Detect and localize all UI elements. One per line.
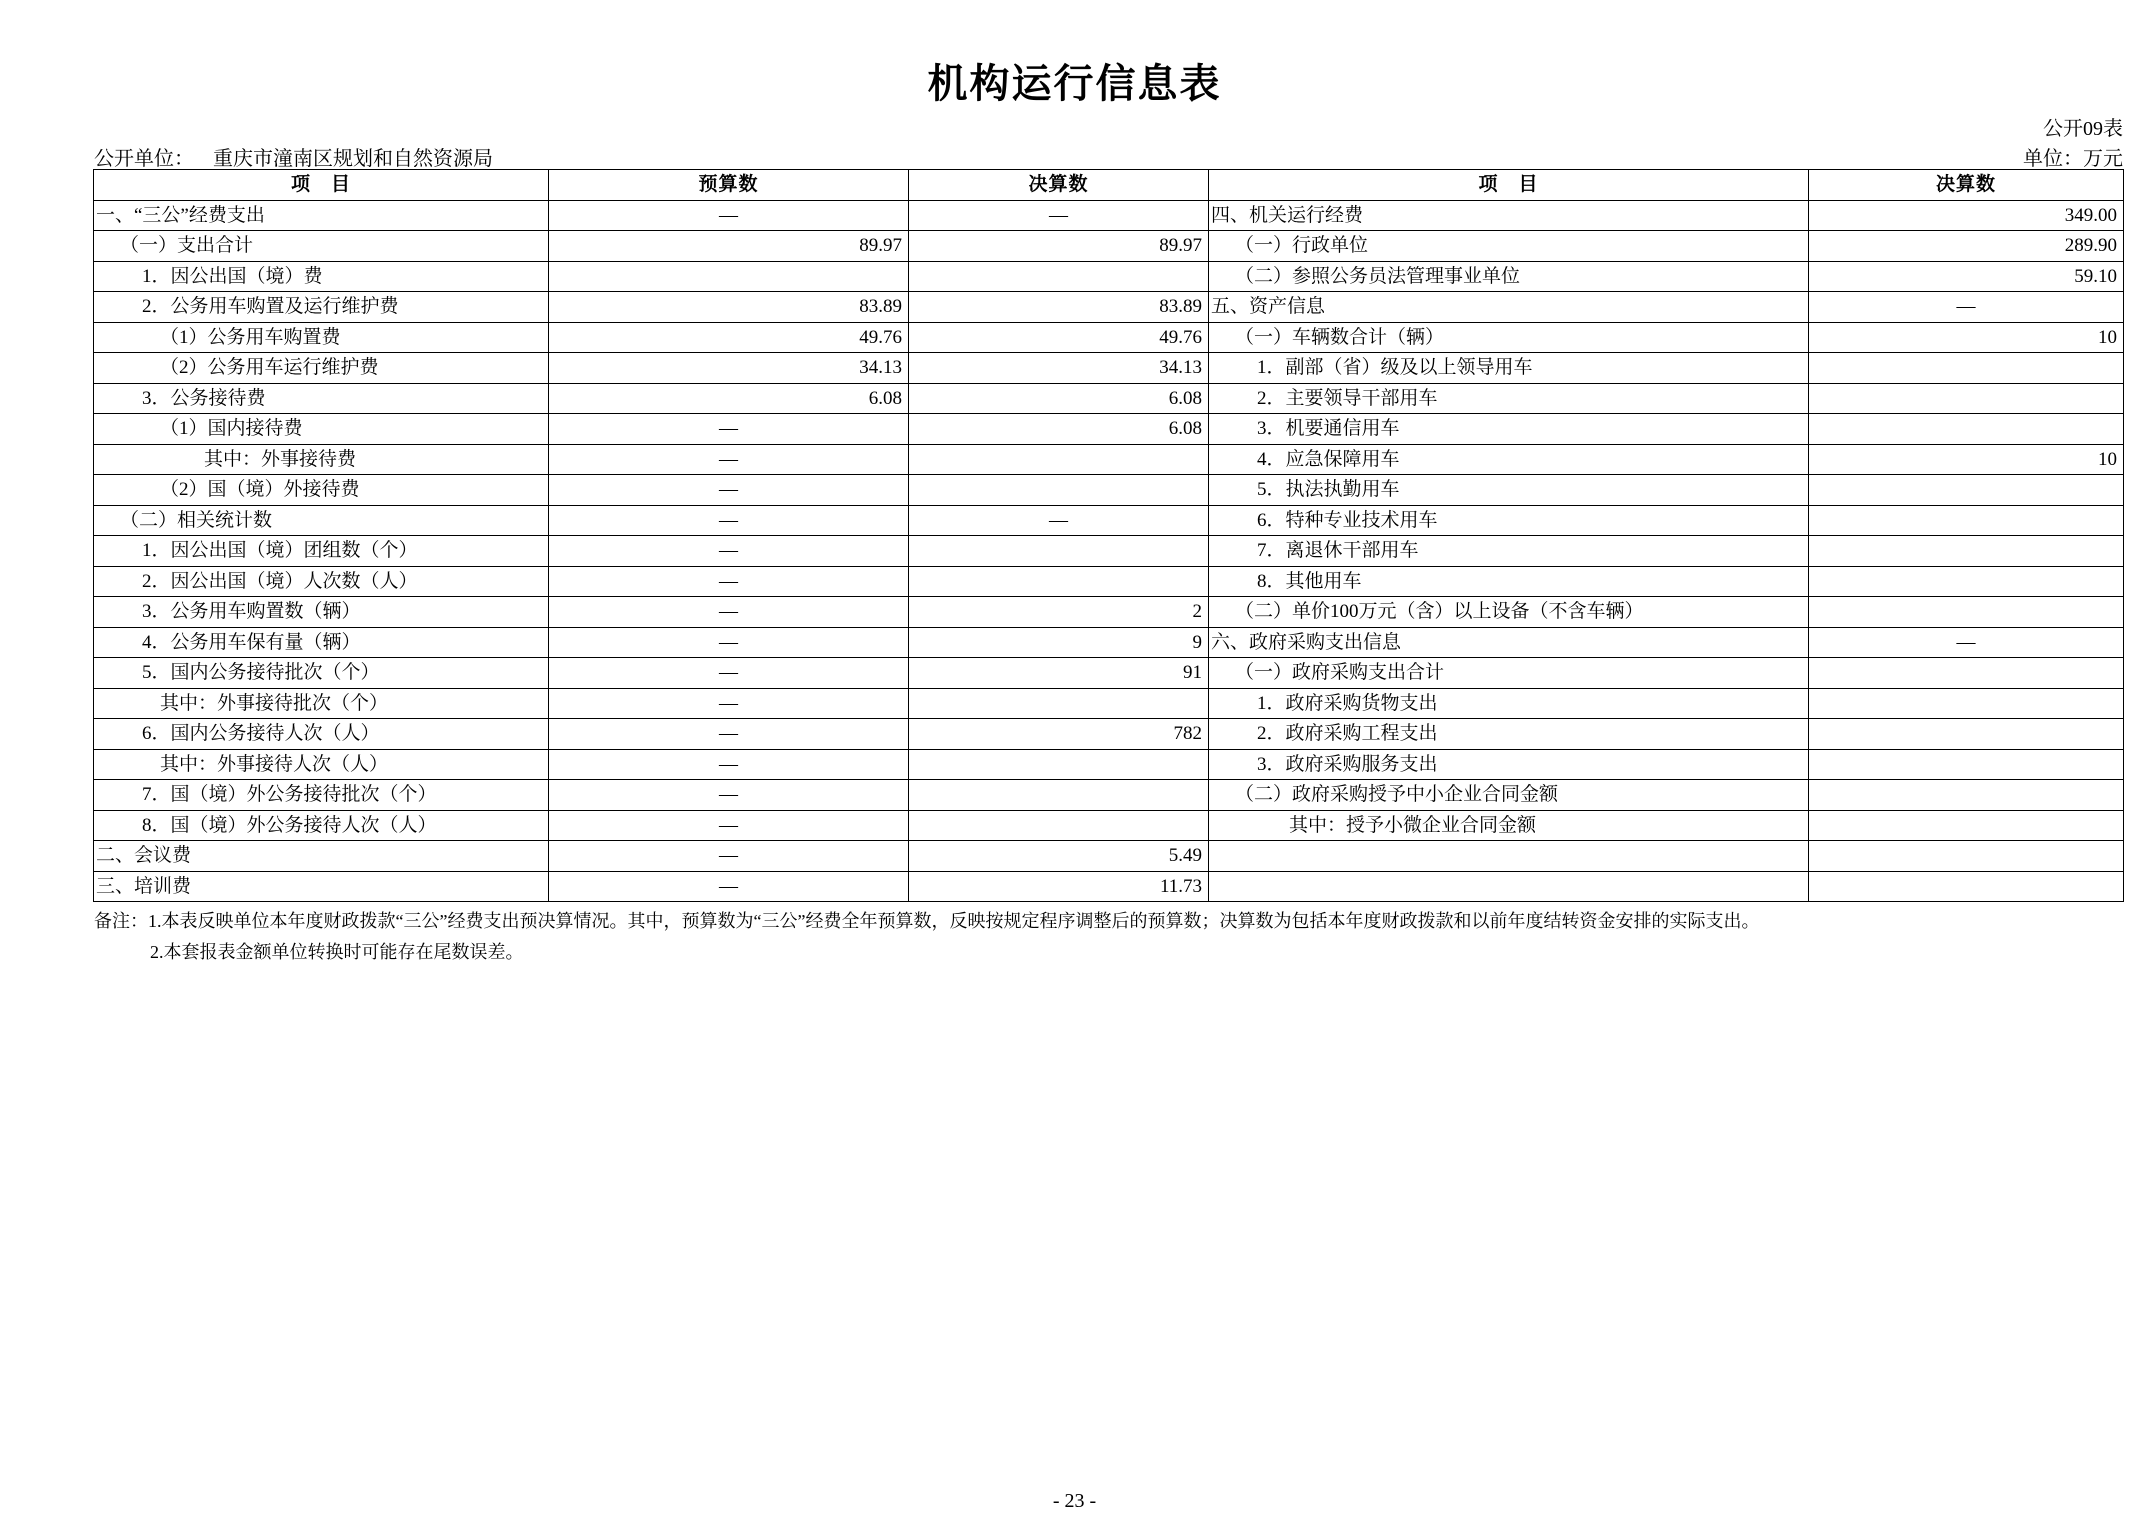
form-number: 公开09表: [2043, 118, 2123, 140]
table-row: [94, 749, 2124, 780]
left-final: 782: [909, 719, 1209, 750]
left-budget: —: [549, 597, 909, 628]
right-final: [1809, 749, 2124, 780]
left-budget: —: [549, 200, 909, 231]
left-item: 3．公务用车购置数（辆）: [94, 597, 549, 628]
left-budget: —: [549, 536, 909, 567]
left-final: [909, 536, 1209, 567]
left-budget: —: [549, 871, 909, 902]
header-right-final: 决算数: [1809, 170, 2124, 201]
left-budget: —: [549, 810, 909, 841]
left-final: 83.89: [909, 292, 1209, 323]
left-final: 49.76: [909, 322, 1209, 353]
table-row: [94, 871, 2124, 902]
right-final: [1809, 597, 2124, 628]
left-final: —: [909, 505, 1209, 536]
left-final: 9: [909, 627, 1209, 658]
right-item: 6．特种专业技术用车: [1209, 505, 1809, 536]
header-left-budget: 预算数: [549, 170, 909, 201]
left-item: （1）国内接待费: [94, 414, 549, 445]
left-item: 其中：外事接待人次（人）: [94, 749, 549, 780]
table-row: [94, 322, 2124, 353]
left-item: 1．因公出国（境）费: [94, 261, 549, 292]
institution-operation-table: [93, 169, 2124, 902]
right-final: 59.10: [1809, 261, 2124, 292]
page-number: - 23 -: [1052, 1490, 1097, 1512]
left-budget: —: [549, 566, 909, 597]
left-final: [909, 566, 1209, 597]
left-item: 三、培训费: [94, 871, 549, 902]
left-final: [909, 444, 1209, 475]
left-budget: —: [549, 505, 909, 536]
left-item: 其中：外事接待批次（个）: [94, 688, 549, 719]
right-item: 四、机关运行经费: [1209, 200, 1809, 231]
table-row: [94, 414, 2124, 445]
left-budget: —: [549, 780, 909, 811]
right-item: 2．政府采购工程支出: [1209, 719, 1809, 750]
left-item: 一、“三公”经费支出: [94, 200, 549, 231]
left-budget: —: [549, 658, 909, 689]
left-item: 2．因公出国（境）人次数（人）: [94, 566, 549, 597]
right-item: 六、政府采购支出信息: [1209, 627, 1809, 658]
right-final: [1809, 658, 2124, 689]
right-final: [1809, 841, 2124, 872]
table-row: [94, 505, 2124, 536]
page-title: 机构运行信息表: [927, 61, 1222, 107]
right-final: [1809, 475, 2124, 506]
right-item: [1209, 871, 1809, 902]
table-row: [94, 627, 2124, 658]
right-final: [1809, 566, 2124, 597]
right-final: 289.90: [1809, 231, 2124, 262]
right-item: 3．政府采购服务支出: [1209, 749, 1809, 780]
table-row: [94, 200, 2124, 231]
right-item: 1．政府采购货物支出: [1209, 688, 1809, 719]
right-item: [1209, 841, 1809, 872]
table-row: [94, 688, 2124, 719]
table-row: [94, 292, 2124, 323]
right-final: [1809, 810, 2124, 841]
left-item: （1）公务用车购置费: [94, 322, 549, 353]
left-budget: 34.13: [549, 353, 909, 384]
right-item: （二）参照公务员法管理事业单位: [1209, 261, 1809, 292]
left-item: 5．国内公务接待批次（个）: [94, 658, 549, 689]
left-final: 6.08: [909, 414, 1209, 445]
header-left-final: 决算数: [909, 170, 1209, 201]
table-row: [94, 841, 2124, 872]
left-final: 6.08: [909, 383, 1209, 414]
left-budget: —: [549, 475, 909, 506]
left-final: [909, 475, 1209, 506]
disclosure-unit: [94, 142, 493, 171]
right-item: 2．主要领导干部用车: [1209, 383, 1809, 414]
left-budget: 83.89: [549, 292, 909, 323]
left-final: 89.97: [909, 231, 1209, 262]
right-item: （二）单价100万元（含）以上设备（不含车辆）: [1209, 597, 1809, 628]
right-item: 5．执法执勤用车: [1209, 475, 1809, 506]
right-item: （一）行政单位: [1209, 231, 1809, 262]
table-row: [94, 231, 2124, 262]
right-final: [1809, 871, 2124, 902]
left-final: [909, 688, 1209, 719]
left-budget: [549, 261, 909, 292]
right-final: [1809, 505, 2124, 536]
table-row: [94, 566, 2124, 597]
right-item: 3．机要通信用车: [1209, 414, 1809, 445]
right-item: 4．应急保障用车: [1209, 444, 1809, 475]
table-row: [94, 719, 2124, 750]
right-final: [1809, 536, 2124, 567]
table-row: [94, 597, 2124, 628]
right-final: 10: [1809, 322, 2124, 353]
left-item: （2）国（境）外接待费: [94, 475, 549, 506]
right-item: 五、资产信息: [1209, 292, 1809, 323]
table-notes: [94, 906, 1759, 968]
right-final: [1809, 688, 2124, 719]
left-budget: —: [549, 444, 909, 475]
table-row: [94, 383, 2124, 414]
right-item: （二）政府采购授予中小企业合同金额: [1209, 780, 1809, 811]
right-item: 8．其他用车: [1209, 566, 1809, 597]
left-item: （二）相关统计数: [94, 505, 549, 536]
currency-unit: 单位：万元: [2023, 148, 2123, 170]
table-row: [94, 536, 2124, 567]
left-item: 8．国（境）外公务接待人次（人）: [94, 810, 549, 841]
left-item: 其中：外事接待费: [94, 444, 549, 475]
left-budget: —: [549, 841, 909, 872]
left-item: 3．公务接待费: [94, 383, 549, 414]
left-budget: 49.76: [549, 322, 909, 353]
left-item: 7．国（境）外公务接待批次（个）: [94, 780, 549, 811]
right-final: [1809, 383, 2124, 414]
left-final: 11.73: [909, 871, 1209, 902]
right-final: [1809, 353, 2124, 384]
right-item: （一）政府采购支出合计: [1209, 658, 1809, 689]
left-budget: —: [549, 688, 909, 719]
left-item: （一）支出合计: [94, 231, 549, 262]
table-row: [94, 658, 2124, 689]
table-row: [94, 353, 2124, 384]
right-final: 10: [1809, 444, 2124, 475]
header-left-item: 项 目: [94, 170, 549, 201]
left-final: 2: [909, 597, 1209, 628]
table-header-row: [94, 170, 2124, 201]
right-final: 349.00: [1809, 200, 2124, 231]
note-line-2: 2.本套报表金额单位转换时可能存在尾数误差。: [150, 942, 524, 962]
left-budget: —: [549, 749, 909, 780]
right-final: —: [1809, 292, 2124, 323]
right-final: [1809, 719, 2124, 750]
disclosure-unit-label: 公开单位：: [94, 148, 194, 170]
table-row: [94, 780, 2124, 811]
right-final: [1809, 414, 2124, 445]
right-item: 1．副部（省）级及以上领导用车: [1209, 353, 1809, 384]
left-item: 二、会议费: [94, 841, 549, 872]
left-item: 2．公务用车购置及运行维护费: [94, 292, 549, 323]
header-right-item: 项 目: [1209, 170, 1809, 201]
left-final: [909, 261, 1209, 292]
right-item: 7．离退休干部用车: [1209, 536, 1809, 567]
left-final: [909, 780, 1209, 811]
table-row: [94, 475, 2124, 506]
table-row: [94, 444, 2124, 475]
left-budget: 6.08: [549, 383, 909, 414]
table-row: [94, 261, 2124, 292]
left-budget: —: [549, 627, 909, 658]
right-final: —: [1809, 627, 2124, 658]
right-item: （一）车辆数合计（辆）: [1209, 322, 1809, 353]
left-final: 5.49: [909, 841, 1209, 872]
left-final: [909, 810, 1209, 841]
left-item: 4．公务用车保有量（辆）: [94, 627, 549, 658]
left-item: （2）公务用车运行维护费: [94, 353, 549, 384]
left-final: [909, 749, 1209, 780]
note-line-1: 备注：1.本表反映单位本年度财政拨款“三公”经费支出预决算情况。其中，预算数为“三公”经费全年预算数，反映按规定程序调整后的预算数；决算数为包括本年度财政拨款和以前年度结转资金安排的实际支出。: [94, 911, 1760, 931]
right-final: [1809, 780, 2124, 811]
left-final: —: [909, 200, 1209, 231]
right-item: 其中：授予小微企业合同金额: [1209, 810, 1809, 841]
left-final: 91: [909, 658, 1209, 689]
left-item: 1．因公出国（境）团组数（个）: [94, 536, 549, 567]
left-budget: —: [549, 414, 909, 445]
disclosure-unit-name: 重庆市潼南区规划和自然资源局: [213, 148, 493, 170]
table-row: [94, 810, 2124, 841]
left-final: 34.13: [909, 353, 1209, 384]
left-budget: 89.97: [549, 231, 909, 262]
left-item: 6．国内公务接待人次（人）: [94, 719, 549, 750]
left-budget: —: [549, 719, 909, 750]
